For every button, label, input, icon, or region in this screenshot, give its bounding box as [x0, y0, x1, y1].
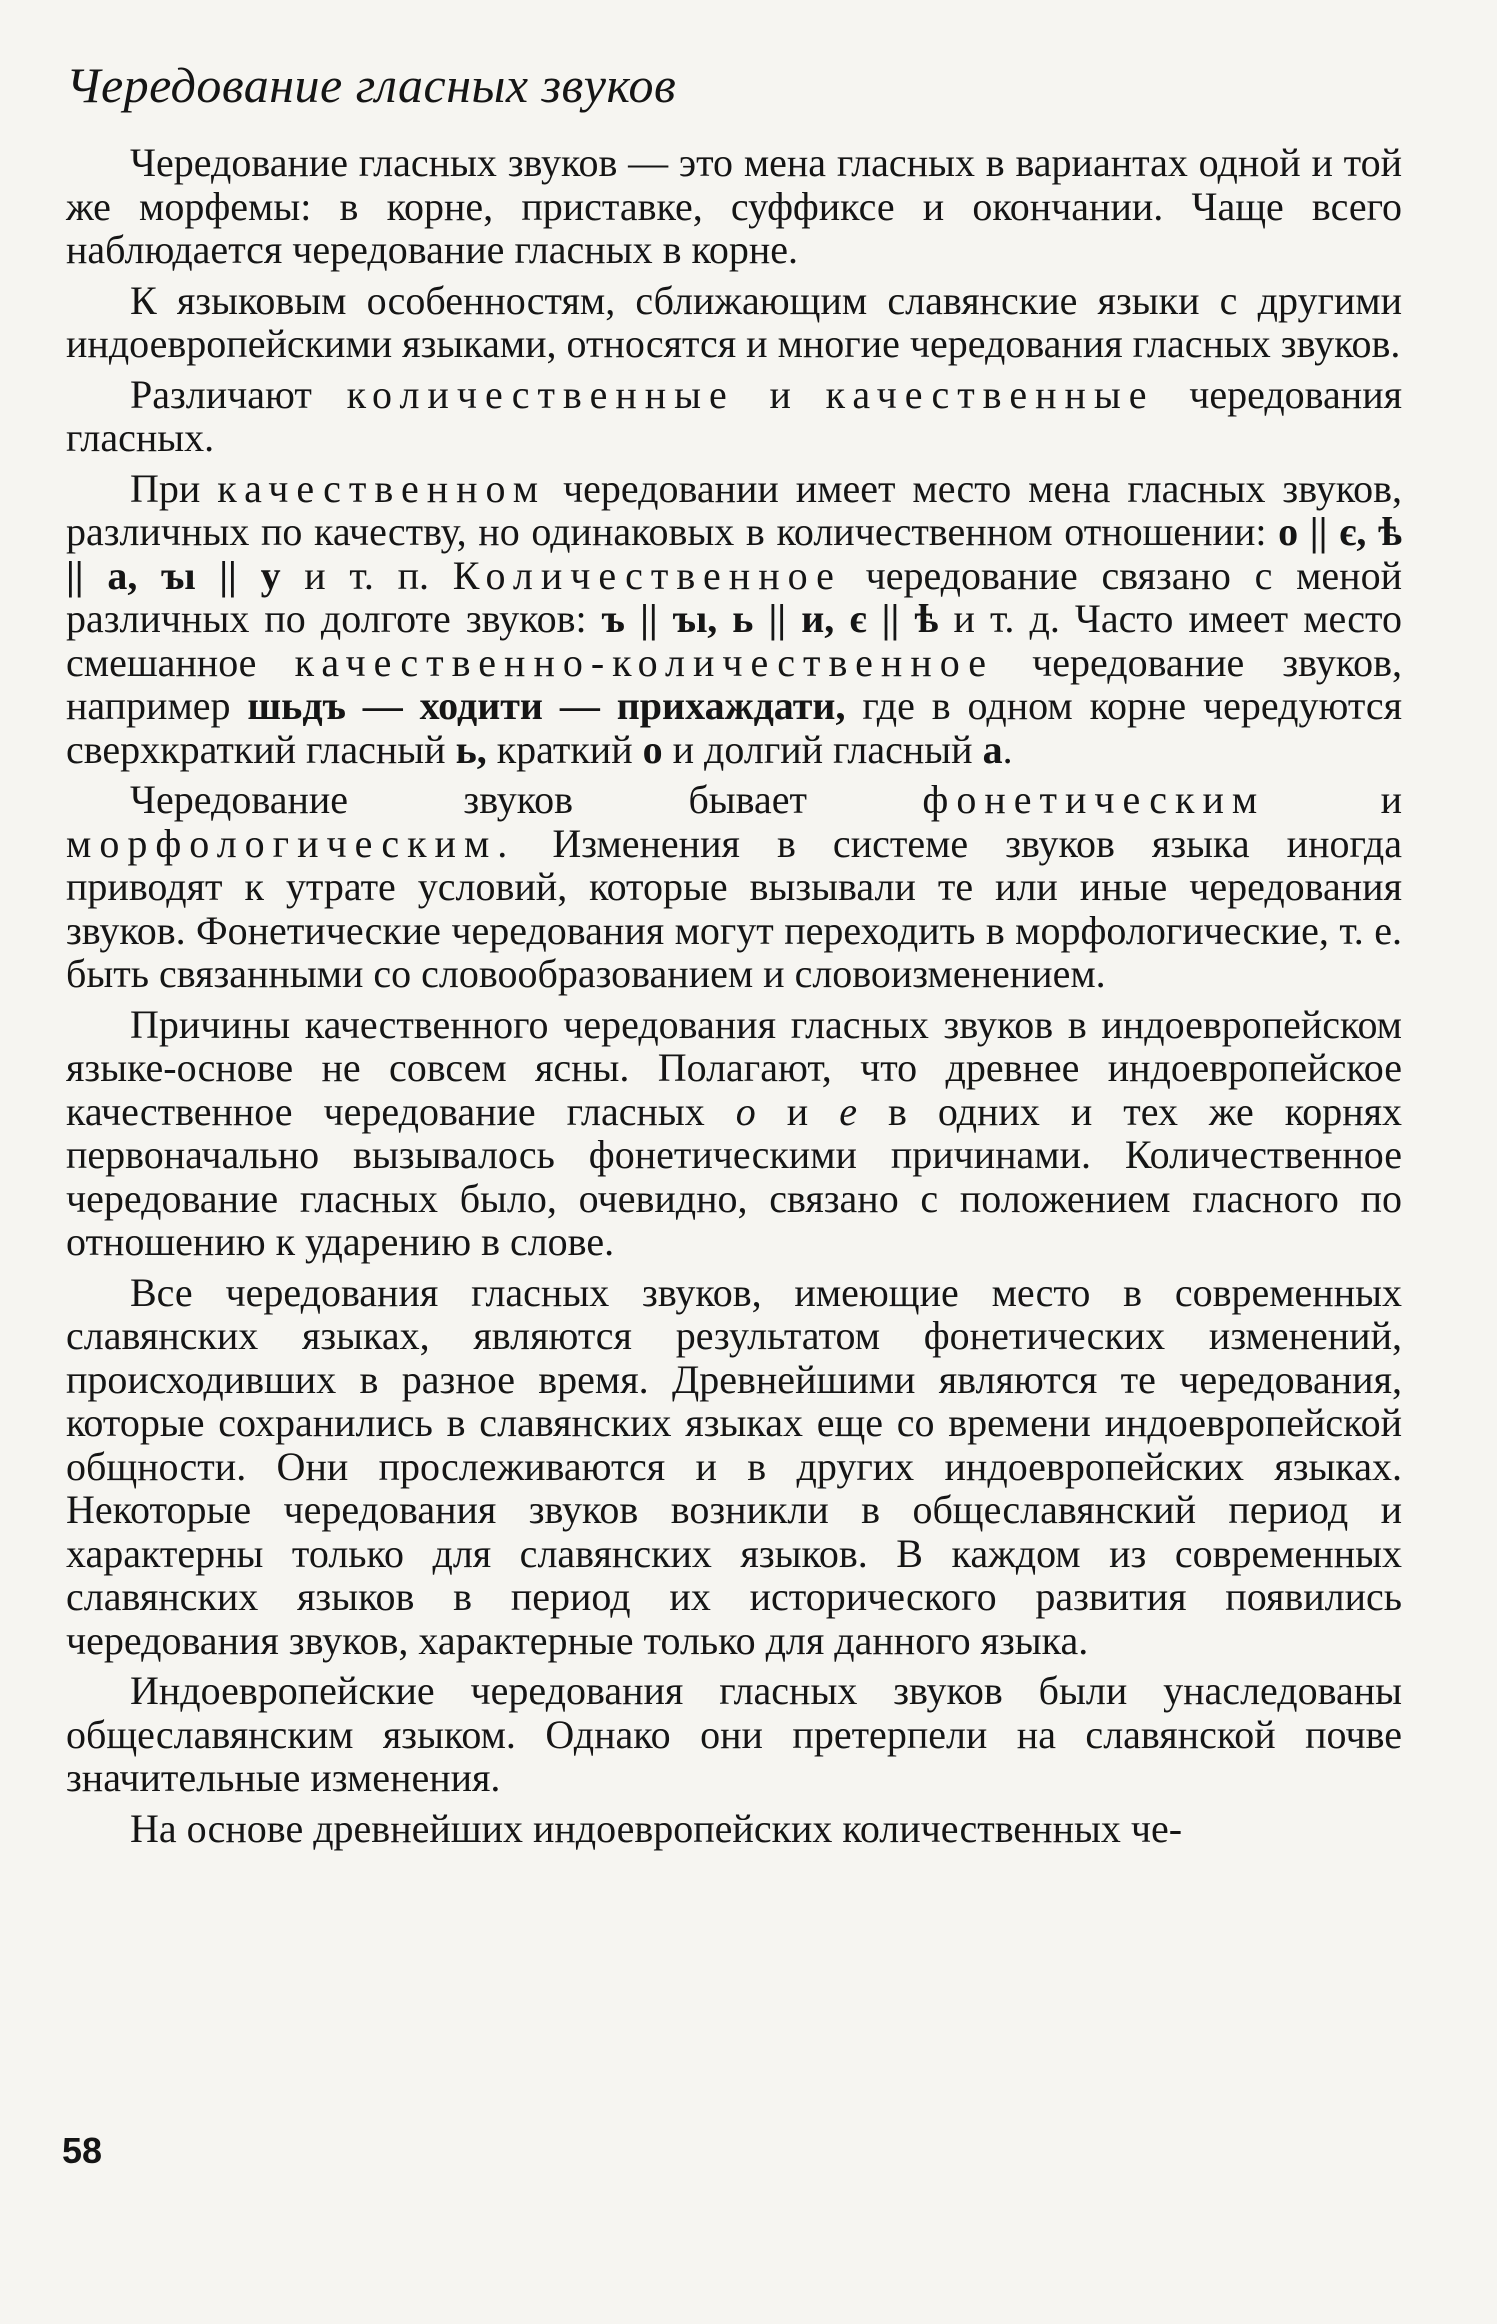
italic-vowel: е: [839, 1088, 857, 1134]
text-run: При: [130, 465, 218, 511]
page-number: 58: [62, 2130, 103, 2171]
text-run: Изменения в системе звуков языка иногда приводят к утрате условий, которые вызывали те или иные чередования звуков. Фонетические чередования могут переходить в морфологические, т. е. быть связанными со словообразованием и словоизменением.: [66, 820, 1402, 996]
text-run: Причины качественного чередования гласных звуков в индоевропейском языке-основе не совсем ясны. Полагают, что древнее индоевропейское качественное чередование гласных: [66, 1001, 1402, 1134]
paragraph-9: На основе древнейших индоевропейских количественных че-: [130, 1805, 1183, 1851]
paragraph-2: К языковым особенностям, сближающим славянские языки с другими индоевропейскими языками, относятся и многие чередования гласных звуков.: [66, 277, 1402, 366]
paragraph-4: [66, 467, 1402, 772]
spaced-term: качественном: [217, 465, 547, 511]
spaced-term-quantitative: количественные: [346, 371, 735, 417]
paragraph-7: Все чередования гласных звуков, имеющие место в современных славянских языках, являются результатом фонетических изменений, происходивших в разное время. Древнейшими являются те чередования, которые сохранились в славянских языках еще со времени индоевропейской общности. Они прослеживаются и в других индоевропейских языках. Некоторые чередования звуков возникли в общеславянский период и характерны только для славянских языков. В каждом из современных славянских языков в период их исторического развития появились чередования звуков, характерные только для данного языка.: [66, 1269, 1402, 1663]
paragraph-3: [66, 373, 1402, 460]
text-run: и т. д. Часто имеет место смешанное: [66, 596, 1403, 685]
text-run: и т. п.: [280, 552, 453, 598]
text-run: в одних и тех же корнях первоначально вызывалось фонетическими причинами. Количественное чередование гласных было, очевидно, связано с положением гласного по отношению к ударению в слове.: [66, 1088, 1403, 1264]
old-slavonic-letter: а: [982, 726, 1003, 772]
text-run: и: [734, 371, 826, 417]
spaced-term-qualitative: качественные: [825, 371, 1155, 417]
text-run: и: [1265, 777, 1402, 822]
text-run: и: [755, 1088, 840, 1134]
text-run: краткий: [486, 726, 643, 772]
page-title: Чередование гласных звуков: [66, 57, 677, 113]
text-run: чередование связано с меной различных по долготе звуков:: [66, 552, 1402, 641]
paragraph-5: [66, 778, 1402, 996]
spaced-term: Количественное: [452, 552, 842, 598]
spaced-term-morphological: морфологическим.: [66, 820, 516, 866]
old-slavonic-letter: о: [642, 726, 663, 772]
old-slavonic-example: шьдъ — ходити — прихаждати,: [247, 683, 846, 728]
text-run: Чередование звуков бывает: [130, 777, 923, 822]
spaced-term: качественно-количественное: [294, 639, 994, 685]
text-run: чередовании имеет место мена гласных звуков, различных по качеству, но одинаковых в количественном отношении:: [66, 465, 1403, 554]
italic-vowel: о: [735, 1088, 756, 1134]
page-body: [66, 55, 1402, 1857]
old-slavonic-example: о || є, ѣ || а, ъı || у: [66, 509, 1403, 598]
old-slavonic-example: ъ || ъı, ь || и, є || ѣ: [601, 596, 939, 641]
text-run: .: [1002, 726, 1013, 772]
text-run: чередование звуков, например: [66, 639, 1402, 728]
text-run: где в одном корне чередуются сверхкраткий гласный: [66, 683, 1402, 772]
text-run: Различают: [130, 371, 347, 417]
paragraph-6: [66, 1003, 1402, 1264]
spaced-term-phonetic: фонетическим: [922, 777, 1266, 822]
paragraph-8: Индоевропейские чередования гласных звуков были унаследованы общеславянским языком. Однако они претерпели на славянской почве значительные изменения.: [66, 1668, 1402, 1800]
text-run: и долгий гласный: [662, 726, 983, 772]
old-slavonic-letter: ь,: [455, 726, 487, 772]
paragraph-1: Чередование гласных звуков — это мена гласных в вариантах одной и той же морфемы: в корне, приставке, суффиксе и окончании. Чаще всего наблюдается чередование гласных в корне.: [66, 140, 1402, 272]
text-run: чередования гласных.: [66, 371, 1403, 460]
